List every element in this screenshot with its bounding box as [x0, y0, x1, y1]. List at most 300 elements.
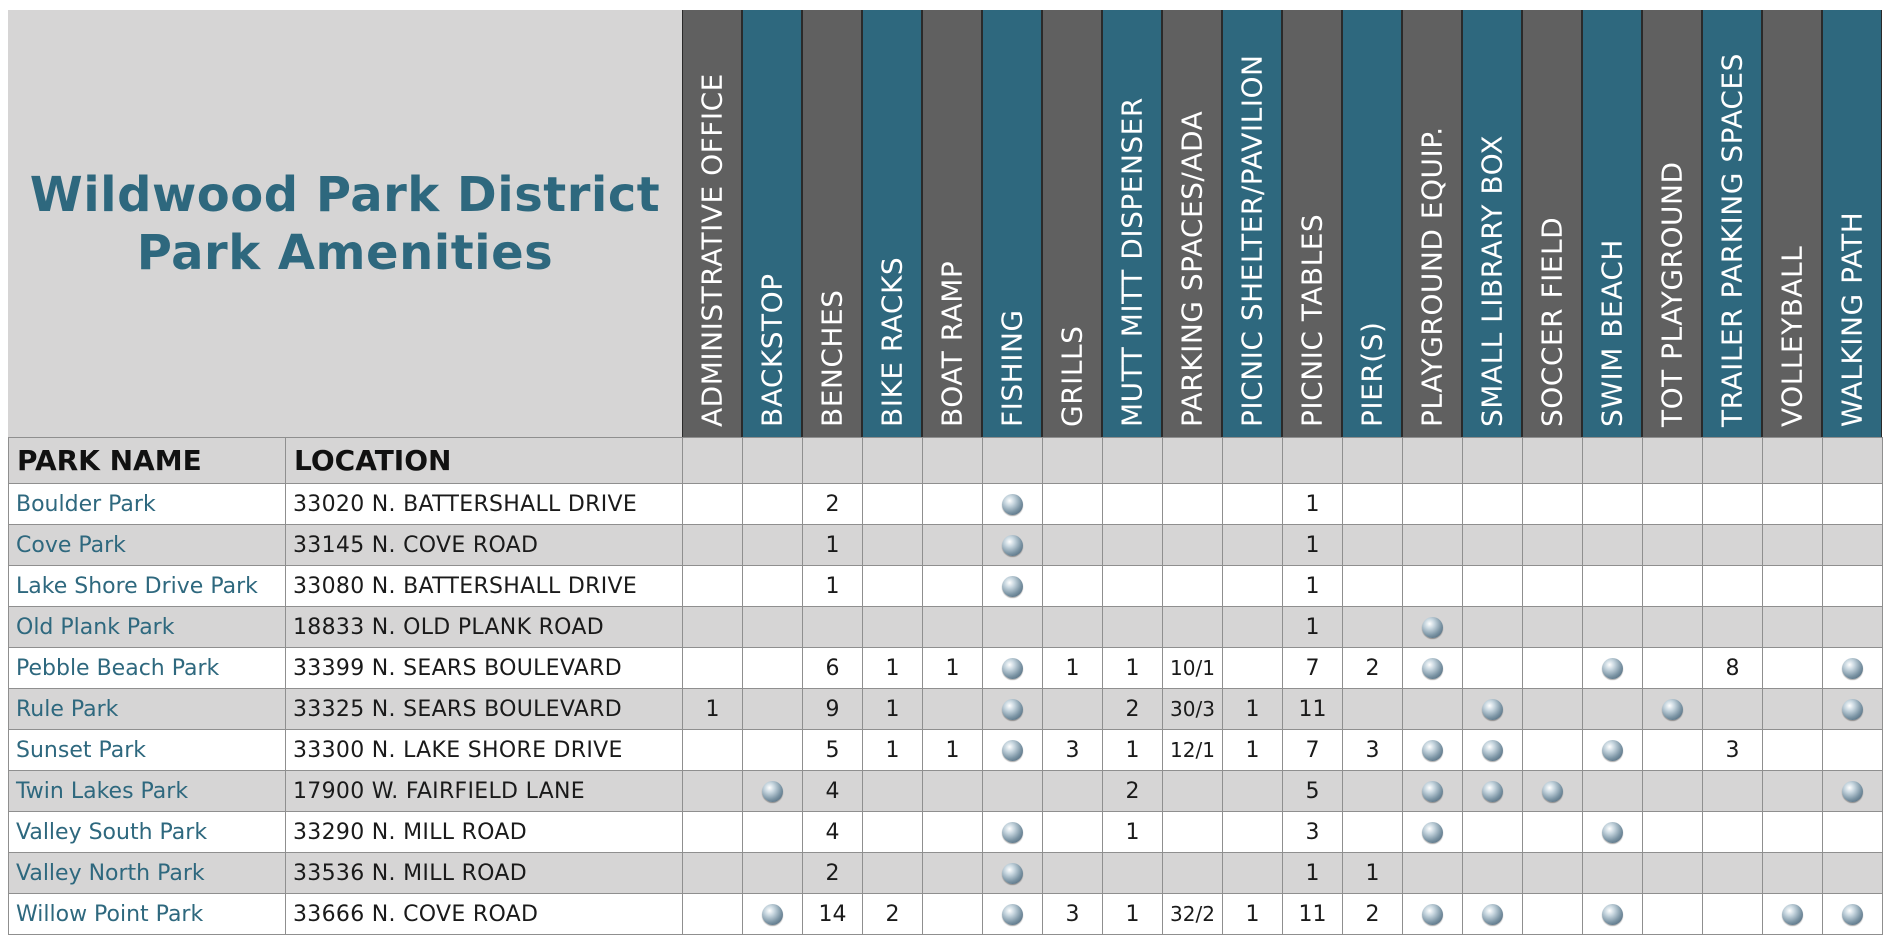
- amenity-cell-bike-racks: 1: [863, 648, 923, 689]
- park-name: Willow Point Park: [9, 894, 286, 935]
- amenity-cell-bike-racks: 2: [863, 894, 923, 935]
- amenity-cell-grills: [1043, 484, 1103, 525]
- amenity-cell-small-library-box: [1463, 607, 1523, 648]
- amenity-cell-walking-path: [1823, 689, 1883, 730]
- table-row: [9, 689, 1883, 730]
- amenity-cell-picnic-tables: 1: [1283, 566, 1343, 607]
- amenity-cell-walking-path: [1823, 894, 1883, 935]
- amenity-cell-trailer-parking-spaces: [1703, 853, 1763, 894]
- amenity-cell-administrative-office: [683, 607, 743, 648]
- column-header-label: TOT PLAYGROUND: [1655, 161, 1689, 427]
- amenity-cell-small-library-box: [1463, 525, 1523, 566]
- amenity-cell-pier-s: 1: [1343, 853, 1403, 894]
- amenity-cell-mutt-mitt-dispenser: 1: [1103, 730, 1163, 771]
- amenity-cell-bike-racks: [863, 566, 923, 607]
- amenity-cell-playground-equip: [1403, 484, 1463, 525]
- amenity-cell-benches: 1: [803, 525, 863, 566]
- amenity-cell-volleyball: [1763, 894, 1823, 935]
- amenity-cell-mutt-mitt-dispenser: [1103, 607, 1163, 648]
- column-header-label: SWIM BEACH: [1595, 239, 1629, 427]
- amenity-cell-grills: 1: [1043, 648, 1103, 689]
- amenity-cell-walking-path: [1823, 771, 1883, 812]
- dot-icon: [1422, 904, 1443, 925]
- amenity-cell-swim-beach: [1583, 771, 1643, 812]
- amenity-cell-grills: [1043, 607, 1103, 648]
- amenity-cell-mutt-mitt-dispenser: [1103, 853, 1163, 894]
- amenity-cell-grills: [1043, 853, 1103, 894]
- amenity-cell-volleyball: [1763, 566, 1823, 607]
- amenity-cell-bike-racks: [863, 771, 923, 812]
- dot-icon: [1002, 740, 1023, 761]
- amenity-cell-parking-spaces-ada: [1163, 484, 1223, 525]
- dot-icon: [1002, 576, 1023, 597]
- header-blank-cell: [983, 438, 1043, 484]
- header-blank-cell: [803, 438, 863, 484]
- park-name: Sunset Park: [9, 730, 286, 771]
- dot-icon: [1422, 822, 1443, 843]
- amenity-cell-pier-s: [1343, 566, 1403, 607]
- amenity-cell-pier-s: 3: [1343, 730, 1403, 771]
- amenity-cell-picnic-shelter-pavilion: [1223, 812, 1283, 853]
- table-row: [9, 771, 1883, 812]
- amenity-cell-trailer-parking-spaces: [1703, 771, 1763, 812]
- column-header-label: PICNIC SHELTER/PAVILION: [1235, 54, 1269, 427]
- amenity-cell-volleyball: [1763, 648, 1823, 689]
- amenity-cell-small-library-box: [1463, 812, 1523, 853]
- amenity-cell-trailer-parking-spaces: 8: [1703, 648, 1763, 689]
- amenity-cell-walking-path: [1823, 648, 1883, 689]
- amenity-cell-boat-ramp: [923, 484, 983, 525]
- amenity-cell-benches: 5: [803, 730, 863, 771]
- amenity-cell-playground-equip: [1403, 812, 1463, 853]
- amenity-cell-tot-playground: [1643, 771, 1703, 812]
- amenity-cell-benches: 4: [803, 812, 863, 853]
- amenity-cell-volleyball: [1763, 812, 1823, 853]
- header-blank-cell: [1703, 438, 1763, 484]
- amenity-cell-picnic-shelter-pavilion: 1: [1223, 689, 1283, 730]
- amenity-cell-picnic-tables: 1: [1283, 607, 1343, 648]
- amenity-cell-trailer-parking-spaces: [1703, 689, 1763, 730]
- table-row: [9, 812, 1883, 853]
- amenity-cell-soccer-field: [1523, 730, 1583, 771]
- amenity-cell-mutt-mitt-dispenser: 1: [1103, 648, 1163, 689]
- dot-icon: [1482, 740, 1503, 761]
- park-name: Cove Park: [9, 525, 286, 566]
- amenity-cell-grills: 3: [1043, 730, 1103, 771]
- amenity-cell-soccer-field: [1523, 771, 1583, 812]
- amenity-cell-swim-beach: [1583, 730, 1643, 771]
- amenity-cell-backstop: [743, 648, 803, 689]
- amenity-cell-pier-s: [1343, 484, 1403, 525]
- amenity-cell-picnic-shelter-pavilion: [1223, 607, 1283, 648]
- amenity-cell-administrative-office: [683, 648, 743, 689]
- column-header-mutt-mitt-dispenser: [1102, 10, 1162, 437]
- amenity-cell-trailer-parking-spaces: [1703, 525, 1763, 566]
- amenity-cell-small-library-box: [1463, 771, 1523, 812]
- park-location: 33020 N. BATTERSHALL DRIVE: [286, 484, 683, 525]
- amenity-cell-mutt-mitt-dispenser: 2: [1103, 689, 1163, 730]
- column-header-volleyball: [1762, 10, 1822, 437]
- dot-icon: [1002, 535, 1023, 556]
- park-name: Lake Shore Drive Park: [9, 566, 286, 607]
- column-header-small-library-box: [1462, 10, 1522, 437]
- amenity-cell-mutt-mitt-dispenser: 1: [1103, 894, 1163, 935]
- amenity-cell-benches: 9: [803, 689, 863, 730]
- amenity-cell-volleyball: [1763, 853, 1823, 894]
- amenity-cell-bike-racks: [863, 812, 923, 853]
- amenity-cell-bike-racks: [863, 484, 923, 525]
- title-panel: [8, 10, 682, 437]
- column-header-label: BIKE RACKS: [875, 256, 909, 427]
- amenity-cell-backstop: [743, 771, 803, 812]
- amenity-cell-benches: 6: [803, 648, 863, 689]
- amenity-cell-picnic-tables: 3: [1283, 812, 1343, 853]
- amenity-cell-swim-beach: [1583, 648, 1643, 689]
- amenity-cell-boat-ramp: [923, 525, 983, 566]
- amenity-cell-volleyball: [1763, 771, 1823, 812]
- header-blank-cell: [1643, 438, 1703, 484]
- amenity-cell-tot-playground: [1643, 853, 1703, 894]
- amenity-cell-swim-beach: [1583, 894, 1643, 935]
- dot-icon: [1422, 617, 1443, 638]
- park-location: 33300 N. LAKE SHORE DRIVE: [286, 730, 683, 771]
- amenity-cell-small-library-box: [1463, 566, 1523, 607]
- park-name: Old Plank Park: [9, 607, 286, 648]
- header-blank-cell: [1523, 438, 1583, 484]
- amenity-cell-bike-racks: 1: [863, 689, 923, 730]
- dot-icon: [1602, 822, 1623, 843]
- amenity-cell-playground-equip: [1403, 566, 1463, 607]
- header-blank-cell: [863, 438, 923, 484]
- amenity-cell-swim-beach: [1583, 812, 1643, 853]
- column-header-fishing: [982, 10, 1042, 437]
- table-row: [9, 566, 1883, 607]
- park-location: 33666 N. COVE ROAD: [286, 894, 683, 935]
- amenity-cell-fishing: [983, 566, 1043, 607]
- amenity-cell-trailer-parking-spaces: [1703, 607, 1763, 648]
- dot-icon: [1422, 658, 1443, 679]
- page-title-line-1: Wildwood Park District: [29, 166, 661, 223]
- amenity-cell-backstop: [743, 525, 803, 566]
- amenity-cell-picnic-tables: 1: [1283, 484, 1343, 525]
- dot-icon: [1482, 699, 1503, 720]
- table-row: [9, 525, 1883, 566]
- dot-icon: [1002, 658, 1023, 679]
- amenity-cell-grills: [1043, 812, 1103, 853]
- amenity-cell-walking-path: [1823, 607, 1883, 648]
- park-name-header: PARK NAME: [9, 438, 286, 484]
- amenity-cell-backstop: [743, 566, 803, 607]
- table-row: [9, 730, 1883, 771]
- column-header-label: GRILLS: [1055, 325, 1089, 427]
- amenity-cell-walking-path: [1823, 730, 1883, 771]
- dot-icon: [1602, 658, 1623, 679]
- amenity-cell-administrative-office: 1: [683, 689, 743, 730]
- table-row: [9, 484, 1883, 525]
- dot-icon: [1602, 904, 1623, 925]
- amenity-cell-trailer-parking-spaces: [1703, 812, 1763, 853]
- amenity-cell-parking-spaces-ada: 30/3: [1163, 689, 1223, 730]
- amenity-cell-picnic-shelter-pavilion: [1223, 648, 1283, 689]
- amenity-cell-fishing: [983, 648, 1043, 689]
- amenity-cell-playground-equip: [1403, 648, 1463, 689]
- amenity-cell-fishing: [983, 853, 1043, 894]
- amenity-cell-bike-racks: [863, 853, 923, 894]
- amenity-cell-boat-ramp: [923, 812, 983, 853]
- amenities-table: [8, 437, 1883, 935]
- amenity-cell-picnic-shelter-pavilion: [1223, 853, 1283, 894]
- amenity-cell-small-library-box: [1463, 894, 1523, 935]
- amenity-cell-swim-beach: [1583, 566, 1643, 607]
- amenity-cell-tot-playground: [1643, 894, 1703, 935]
- amenity-cell-parking-spaces-ada: [1163, 566, 1223, 607]
- header-blank-cell: [1823, 438, 1883, 484]
- amenity-cell-playground-equip: [1403, 894, 1463, 935]
- amenity-cell-picnic-shelter-pavilion: [1223, 566, 1283, 607]
- column-header-boat-ramp: [922, 10, 982, 437]
- amenity-cell-swim-beach: [1583, 689, 1643, 730]
- amenity-cell-boat-ramp: [923, 689, 983, 730]
- header-blank-cell: [1583, 438, 1643, 484]
- amenity-cell-soccer-field: [1523, 853, 1583, 894]
- amenity-cell-administrative-office: [683, 484, 743, 525]
- table-row: [9, 894, 1883, 935]
- column-header-label: PLAYGROUND EQUIP.: [1415, 126, 1449, 427]
- column-header-label: ADMINISTRATIVE OFFICE: [695, 73, 729, 427]
- amenity-cell-mutt-mitt-dispenser: 1: [1103, 812, 1163, 853]
- amenity-cell-administrative-office: [683, 525, 743, 566]
- header-blank-cell: [743, 438, 803, 484]
- amenity-cell-boat-ramp: 1: [923, 648, 983, 689]
- amenity-cell-benches: 4: [803, 771, 863, 812]
- amenity-cell-soccer-field: [1523, 566, 1583, 607]
- amenity-cell-playground-equip: [1403, 525, 1463, 566]
- amenity-cell-tot-playground: [1643, 689, 1703, 730]
- column-header-grills: [1042, 10, 1102, 437]
- header-blank-cell: [1223, 438, 1283, 484]
- dot-icon: [762, 904, 783, 925]
- header-blank-cell: [1463, 438, 1523, 484]
- amenity-cell-administrative-office: [683, 894, 743, 935]
- park-name: Valley South Park: [9, 812, 286, 853]
- header-blank-cell: [683, 438, 743, 484]
- column-header-label: PICNIC TABLES: [1295, 213, 1329, 427]
- amenity-cell-boat-ramp: [923, 894, 983, 935]
- column-header-bike-racks: [862, 10, 922, 437]
- amenity-cell-administrative-office: [683, 812, 743, 853]
- column-header-pier-s: [1342, 10, 1402, 437]
- dot-icon: [1422, 781, 1443, 802]
- amenity-cell-picnic-shelter-pavilion: 1: [1223, 894, 1283, 935]
- amenity-cell-backstop: [743, 689, 803, 730]
- amenity-cell-soccer-field: [1523, 689, 1583, 730]
- table-header-row: [9, 438, 1883, 484]
- amenity-cell-small-library-box: [1463, 689, 1523, 730]
- park-name: Valley North Park: [9, 853, 286, 894]
- column-header-label: TRAILER PARKING SPACES: [1715, 53, 1749, 427]
- amenity-cell-soccer-field: [1523, 648, 1583, 689]
- park-location: 33536 N. MILL ROAD: [286, 853, 683, 894]
- amenity-cell-fishing: [983, 812, 1043, 853]
- column-header-label: FISHING: [995, 309, 1029, 427]
- amenity-cell-small-library-box: [1463, 484, 1523, 525]
- amenity-cell-pier-s: [1343, 525, 1403, 566]
- amenity-cell-small-library-box: [1463, 648, 1523, 689]
- amenity-cell-tot-playground: [1643, 525, 1703, 566]
- amenity-cell-backstop: [743, 853, 803, 894]
- amenity-cell-trailer-parking-spaces: [1703, 566, 1763, 607]
- amenity-cell-walking-path: [1823, 525, 1883, 566]
- amenity-cell-fishing: [983, 484, 1043, 525]
- amenity-cell-soccer-field: [1523, 607, 1583, 648]
- header-blank-cell: [1763, 438, 1823, 484]
- amenity-cell-walking-path: [1823, 853, 1883, 894]
- amenity-cell-walking-path: [1823, 566, 1883, 607]
- column-header-parking-spaces-ada: [1162, 10, 1222, 437]
- header-blank-cell: [1283, 438, 1343, 484]
- amenity-cell-benches: 1: [803, 566, 863, 607]
- column-header-walking-path: [1822, 10, 1882, 437]
- amenity-cell-trailer-parking-spaces: [1703, 894, 1763, 935]
- amenity-cell-tot-playground: [1643, 648, 1703, 689]
- amenity-cell-volleyball: [1763, 525, 1823, 566]
- amenity-cell-picnic-tables: 11: [1283, 689, 1343, 730]
- amenity-cell-grills: [1043, 689, 1103, 730]
- dot-icon: [1842, 699, 1863, 720]
- amenity-cell-tot-playground: [1643, 730, 1703, 771]
- column-header-label: PARKING SPACES/ADA: [1175, 110, 1209, 427]
- amenity-cell-tot-playground: [1643, 607, 1703, 648]
- column-header-swim-beach: [1582, 10, 1642, 437]
- amenity-cell-picnic-tables: 7: [1283, 730, 1343, 771]
- amenity-cell-soccer-field: [1523, 525, 1583, 566]
- amenity-cell-boat-ramp: [923, 771, 983, 812]
- column-header-backstop: [742, 10, 802, 437]
- amenity-cell-fishing: [983, 607, 1043, 648]
- amenity-cell-picnic-shelter-pavilion: [1223, 771, 1283, 812]
- amenity-cell-benches: 2: [803, 853, 863, 894]
- amenity-cell-parking-spaces-ada: 32/2: [1163, 894, 1223, 935]
- header-blank-cell: [1403, 438, 1463, 484]
- amenity-cell-backstop: [743, 894, 803, 935]
- amenity-cell-backstop: [743, 812, 803, 853]
- park-name: Rule Park: [9, 689, 286, 730]
- header-blank-cell: [923, 438, 983, 484]
- dot-icon: [1002, 699, 1023, 720]
- amenity-cell-administrative-office: [683, 771, 743, 812]
- header-blank-cell: [1343, 438, 1403, 484]
- amenity-cell-picnic-shelter-pavilion: 1: [1223, 730, 1283, 771]
- dot-icon: [1002, 494, 1023, 515]
- amenity-cell-fishing: [983, 525, 1043, 566]
- dot-icon: [1542, 781, 1563, 802]
- park-location: 33080 N. BATTERSHALL DRIVE: [286, 566, 683, 607]
- amenity-cell-playground-equip: [1403, 689, 1463, 730]
- amenity-cell-backstop: [743, 607, 803, 648]
- amenity-cell-boat-ramp: [923, 566, 983, 607]
- dot-icon: [1842, 658, 1863, 679]
- column-header-trailer-parking-spaces: [1702, 10, 1762, 437]
- park-name: Twin Lakes Park: [9, 771, 286, 812]
- dot-icon: [1422, 740, 1443, 761]
- column-header-label: BOAT RAMP: [935, 260, 969, 427]
- amenity-cell-pier-s: [1343, 771, 1403, 812]
- column-header-label: WALKING PATH: [1835, 211, 1869, 427]
- amenity-cell-picnic-shelter-pavilion: [1223, 484, 1283, 525]
- amenity-cell-benches: [803, 607, 863, 648]
- amenity-cell-picnic-shelter-pavilion: [1223, 525, 1283, 566]
- amenity-cell-parking-spaces-ada: 12/1: [1163, 730, 1223, 771]
- amenity-cell-pier-s: [1343, 689, 1403, 730]
- column-header-tot-playground: [1642, 10, 1702, 437]
- header-blank-cell: [1043, 438, 1103, 484]
- amenity-cell-bike-racks: [863, 607, 923, 648]
- amenity-cell-pier-s: 2: [1343, 894, 1403, 935]
- amenity-cell-mutt-mitt-dispenser: 2: [1103, 771, 1163, 812]
- amenity-cell-playground-equip: [1403, 607, 1463, 648]
- amenity-cell-picnic-tables: 1: [1283, 853, 1343, 894]
- amenity-cell-administrative-office: [683, 566, 743, 607]
- table-row: [9, 648, 1883, 689]
- column-header-label: SMALL LIBRARY BOX: [1475, 134, 1509, 427]
- table-row: [9, 853, 1883, 894]
- amenity-cell-grills: [1043, 771, 1103, 812]
- amenity-cell-walking-path: [1823, 484, 1883, 525]
- page-title-line-2: Park Amenities: [136, 224, 554, 281]
- park-location: 18833 N. OLD PLANK ROAD: [286, 607, 683, 648]
- amenity-cell-volleyball: [1763, 607, 1823, 648]
- column-header-picnic-tables: [1282, 10, 1342, 437]
- dot-icon: [1482, 904, 1503, 925]
- amenity-cell-backstop: [743, 484, 803, 525]
- column-header-picnic-shelter-pavilion: [1222, 10, 1282, 437]
- table-row: [9, 607, 1883, 648]
- column-header-soccer-field: [1522, 10, 1582, 437]
- amenity-cell-fishing: [983, 730, 1043, 771]
- amenity-cell-tot-playground: [1643, 484, 1703, 525]
- amenity-cell-parking-spaces-ada: [1163, 812, 1223, 853]
- amenity-cell-pier-s: [1343, 812, 1403, 853]
- dot-icon: [1662, 699, 1683, 720]
- amenity-cell-swim-beach: [1583, 484, 1643, 525]
- amenity-cell-picnic-tables: 5: [1283, 771, 1343, 812]
- column-header-administrative-office: [682, 10, 742, 437]
- amenity-cell-trailer-parking-spaces: [1703, 484, 1763, 525]
- dot-icon: [1602, 740, 1623, 761]
- dot-icon: [1842, 904, 1863, 925]
- park-name: Boulder Park: [9, 484, 286, 525]
- amenity-cell-fishing: [983, 689, 1043, 730]
- amenity-cell-volleyball: [1763, 730, 1823, 771]
- park-location: 17900 W. FAIRFIELD LANE: [286, 771, 683, 812]
- amenity-cell-picnic-tables: 11: [1283, 894, 1343, 935]
- column-header-label: BENCHES: [815, 289, 849, 427]
- amenity-cell-soccer-field: [1523, 812, 1583, 853]
- amenity-cell-swim-beach: [1583, 607, 1643, 648]
- amenity-cell-trailer-parking-spaces: 3: [1703, 730, 1763, 771]
- amenity-cell-mutt-mitt-dispenser: [1103, 566, 1163, 607]
- dot-icon: [1002, 904, 1023, 925]
- amenity-cell-small-library-box: [1463, 730, 1523, 771]
- dot-icon: [1002, 822, 1023, 843]
- amenity-cell-bike-racks: 1: [863, 730, 923, 771]
- amenity-cell-fishing: [983, 771, 1043, 812]
- amenity-cell-small-library-box: [1463, 853, 1523, 894]
- amenity-cell-pier-s: 2: [1343, 648, 1403, 689]
- dot-icon: [1002, 863, 1023, 884]
- column-header-label: VOLLEYBALL: [1775, 245, 1809, 427]
- amenity-cell-parking-spaces-ada: [1163, 525, 1223, 566]
